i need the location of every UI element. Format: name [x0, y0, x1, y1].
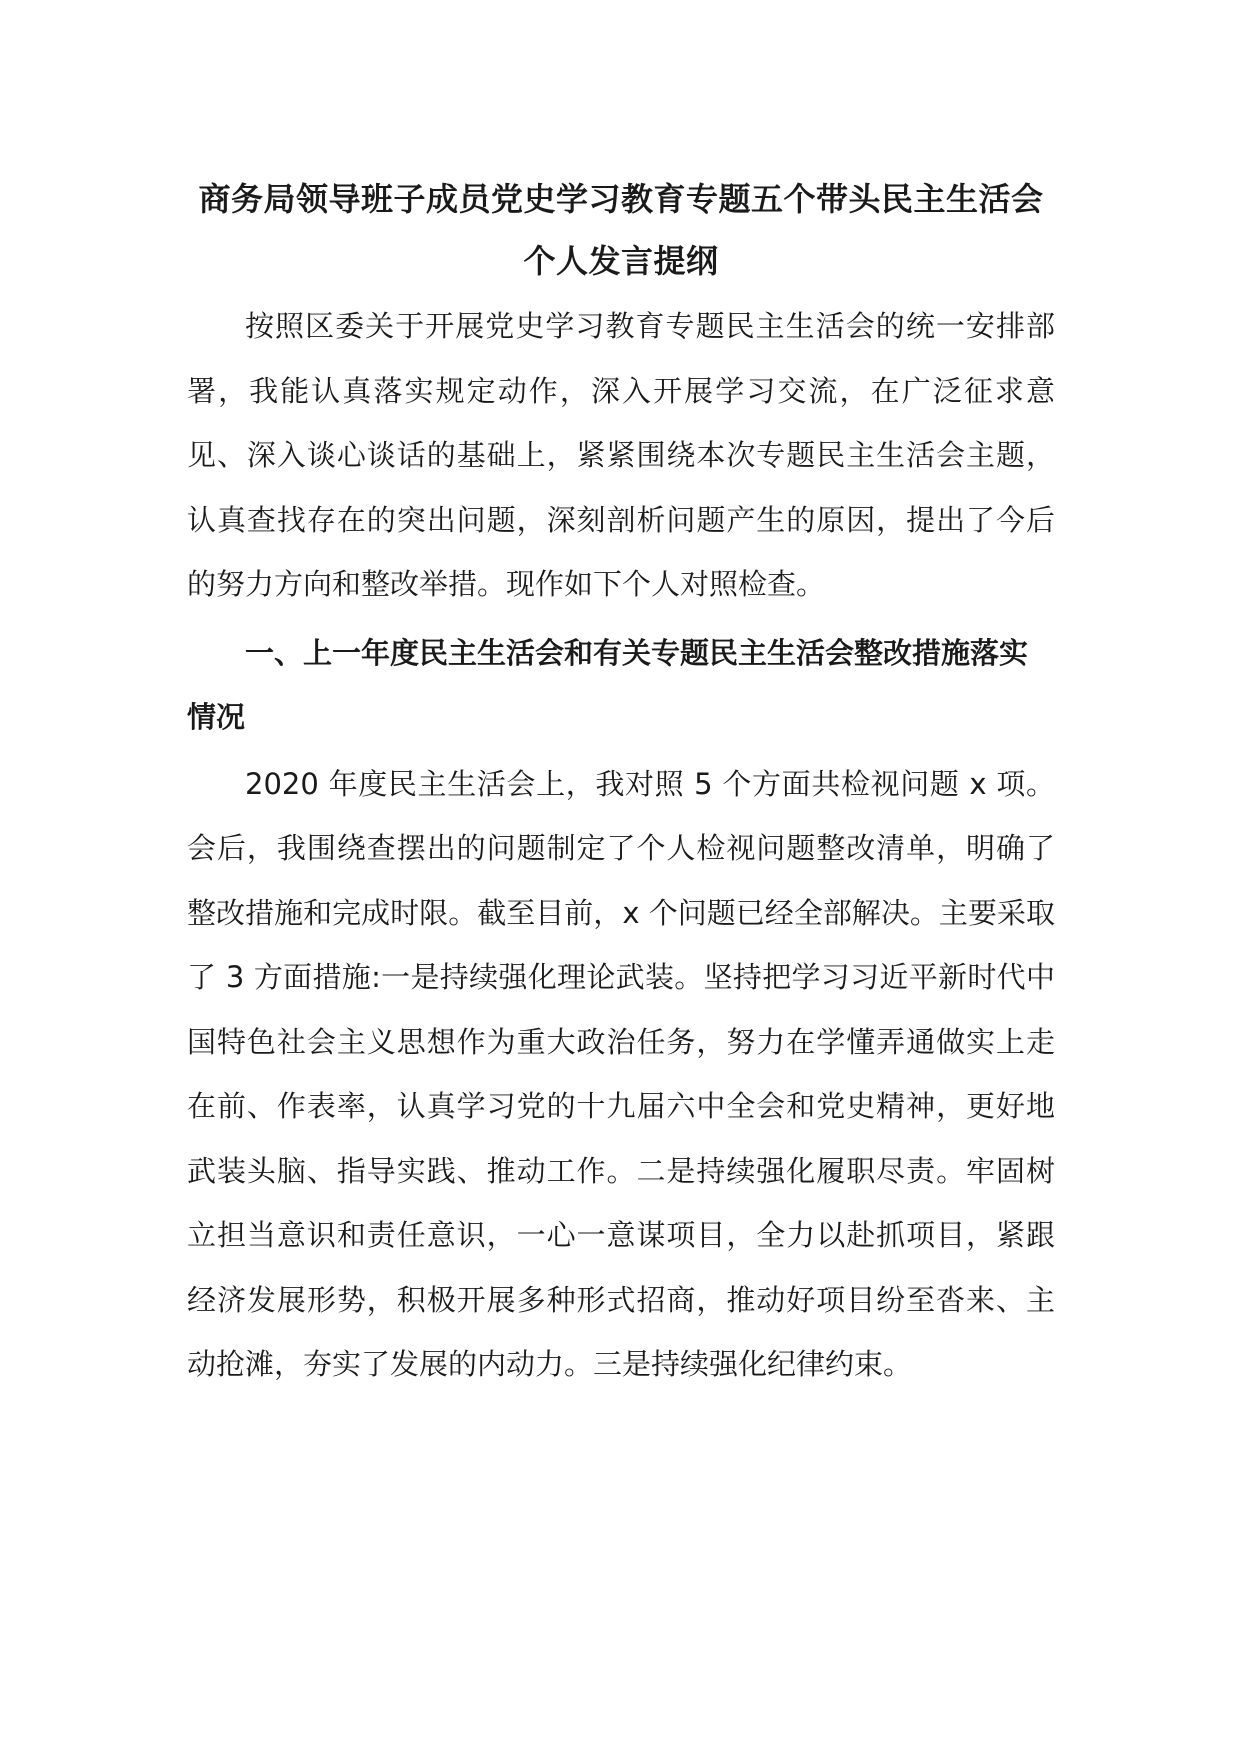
document-title: 商务局领导班子成员党史学习教育专题五个带头民主生活会个人发言提纲	[198, 180, 1044, 280]
intro-paragraph: 按照区委关于开展党史学习教育专题民主生活会的统一安排部署，我能认真落实规定动作，深入开展学习交流，在广泛征求意见、深入谈心谈话的基础上，紧紧围绕本次专题民主生活会主题，认真查找存在的突出问题，深刻剖析问题产生的原因，提出了今后的努力方向和整改举措。现作如下个人对照检查。	[187, 309, 1055, 601]
section-body-paragraph: 2020 年度民主生活会上，我对照 5 个方面共检视问题 x 项。会后，我围绕查摆出的问题制定了个人检视问题整改清单，明确了整改措施和完成时限。截至目前，x 个问题已经全部解决。主要采取了 3 方面措施:一是持续强化理论武装。坚持把学习习近平新时代中国特色社会主义思想作为重大政治任务，努力在学懂弄通做实上走在前、作表率，认真学习党的十九届六中全会和党史精神，更好地武装头脑、指导实践、推动工作。二是持续强化履职尽责。牢固树立担当意识和责任意识，一心一意谋项目，全力以赴抓项目，紧跟经济发展形势，积极开展多种形式招商，推动好项目纷至沓来、主动抢滩，夯实了发展的内动力。三是持续强化纪律约束。	[187, 766, 1055, 1381]
document-body	[187, 168, 1055, 1397]
section-heading: 一、上一年度民主生活会和有关专题民主生活会整改措施落实情况	[187, 635, 1029, 734]
